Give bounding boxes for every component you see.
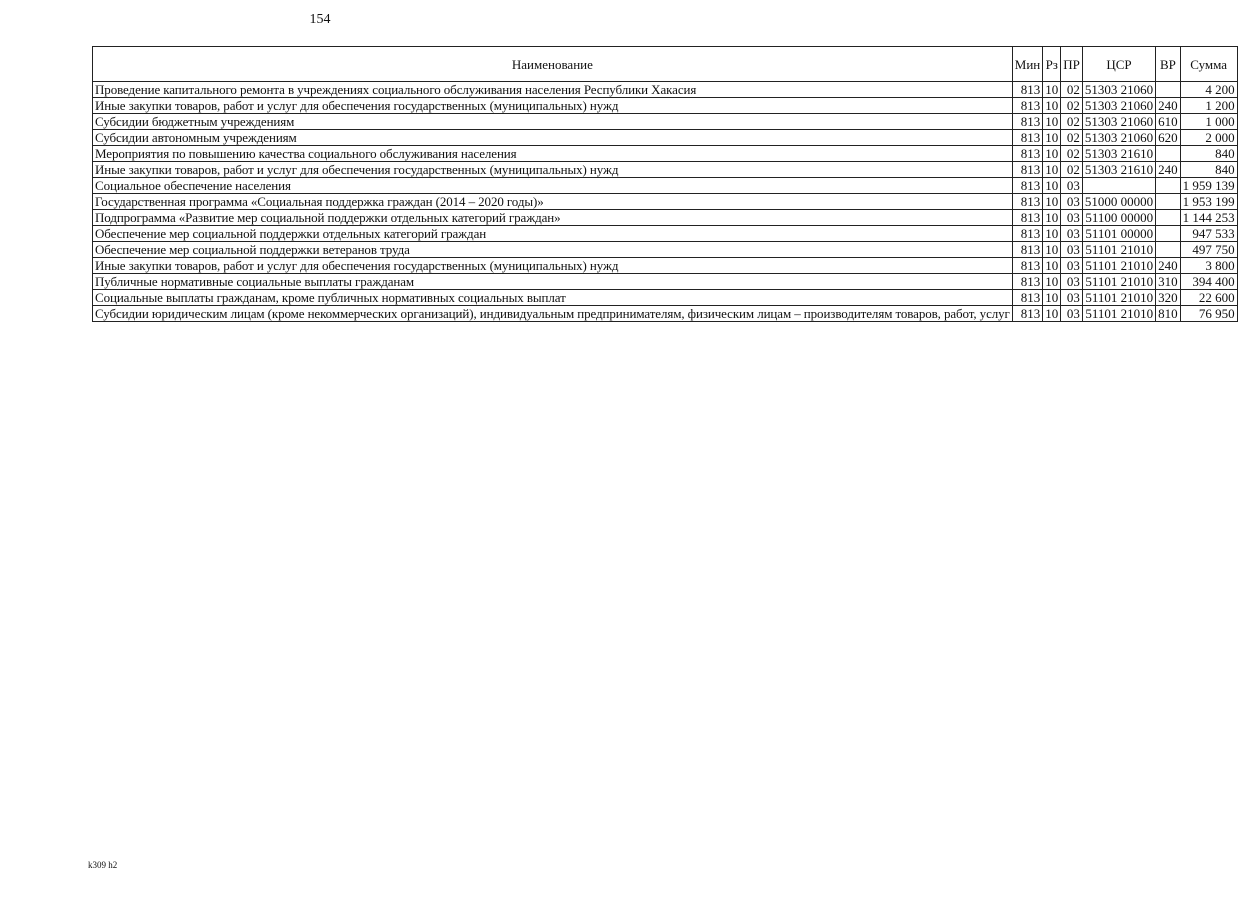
cell-vr xyxy=(1156,178,1181,194)
cell-min: 813 xyxy=(1012,194,1042,210)
cell-pr: 02 xyxy=(1061,162,1083,178)
cell-name: Государственная программа «Социальная поддержка граждан (2014 – 2020 годы)» xyxy=(93,194,1013,210)
cell-rz: 10 xyxy=(1043,146,1061,162)
cell-min: 813 xyxy=(1012,162,1042,178)
cell-name: Проведение капитального ремонта в учреждениях социального обслуживания населения Республики Хакасия xyxy=(93,82,1013,98)
cell-min: 813 xyxy=(1012,242,1042,258)
header-sum: Сумма xyxy=(1180,47,1237,82)
cell-name: Обеспечение мер социальной поддержки отдельных категорий граждан xyxy=(93,226,1013,242)
cell-min: 813 xyxy=(1012,114,1042,130)
table-row xyxy=(93,146,1238,162)
cell-name: Субсидии бюджетным учреждениям xyxy=(93,114,1013,130)
cell-name: Иные закупки товаров, работ и услуг для обеспечения государственных (муниципальных) нужд xyxy=(93,98,1013,114)
cell-name: Социальные выплаты гражданам, кроме публичных нормативных социальных выплат xyxy=(93,290,1013,306)
cell-rz: 10 xyxy=(1043,306,1061,322)
cell-pr: 03 xyxy=(1061,290,1083,306)
cell-csr: 51303 21610 xyxy=(1082,146,1155,162)
cell-pr: 02 xyxy=(1061,114,1083,130)
header-vr: ВР xyxy=(1156,47,1181,82)
cell-sum: 1 000 xyxy=(1180,114,1237,130)
cell-rz: 10 xyxy=(1043,178,1061,194)
cell-pr: 03 xyxy=(1061,226,1083,242)
cell-min: 813 xyxy=(1012,130,1042,146)
cell-rz: 10 xyxy=(1043,290,1061,306)
cell-sum: 1 953 199 xyxy=(1180,194,1237,210)
cell-vr xyxy=(1156,194,1181,210)
cell-sum: 840 xyxy=(1180,146,1237,162)
cell-min: 813 xyxy=(1012,178,1042,194)
table-row xyxy=(93,98,1238,114)
table-row xyxy=(93,210,1238,226)
cell-name: Иные закупки товаров, работ и услуг для обеспечения государственных (муниципальных) нужд xyxy=(93,258,1013,274)
cell-min: 813 xyxy=(1012,98,1042,114)
table-header-row xyxy=(93,47,1238,82)
cell-csr: 51101 21010 xyxy=(1082,290,1155,306)
cell-vr xyxy=(1156,146,1181,162)
cell-vr xyxy=(1156,82,1181,98)
cell-rz: 10 xyxy=(1043,210,1061,226)
cell-name: Подпрограмма «Развитие мер социальной поддержки отдельных категорий граждан» xyxy=(93,210,1013,226)
header-min: Мин xyxy=(1012,47,1042,82)
cell-vr: 240 xyxy=(1156,258,1181,274)
cell-csr: 51101 21010 xyxy=(1082,258,1155,274)
cell-pr: 03 xyxy=(1061,258,1083,274)
cell-name: Обеспечение мер социальной поддержки ветеранов труда xyxy=(93,242,1013,258)
cell-rz: 10 xyxy=(1043,114,1061,130)
cell-pr: 02 xyxy=(1061,82,1083,98)
cell-min: 813 xyxy=(1012,258,1042,274)
cell-sum: 1 200 xyxy=(1180,98,1237,114)
cell-vr: 610 xyxy=(1156,114,1181,130)
table-row xyxy=(93,226,1238,242)
cell-csr: 51303 21610 xyxy=(1082,162,1155,178)
header-pr: ПР xyxy=(1061,47,1083,82)
cell-name: Мероприятия по повышению качества социального обслуживания населения xyxy=(93,146,1013,162)
cell-name: Субсидии юридическим лицам (кроме некоммерческих организаций), индивидуальным предпринимателям, физическим лицам – производителям товаров, работ, услуг xyxy=(93,306,1013,322)
cell-name: Субсидии автономным учреждениям xyxy=(93,130,1013,146)
cell-pr: 03 xyxy=(1061,210,1083,226)
cell-sum: 3 800 xyxy=(1180,258,1237,274)
cell-name: Публичные нормативные социальные выплаты гражданам xyxy=(93,274,1013,290)
cell-vr: 240 xyxy=(1156,162,1181,178)
cell-sum: 1 959 139 xyxy=(1180,178,1237,194)
budget-table xyxy=(92,46,1238,322)
cell-min: 813 xyxy=(1012,146,1042,162)
cell-csr xyxy=(1082,178,1155,194)
table-row xyxy=(93,290,1238,306)
table-row xyxy=(93,178,1238,194)
cell-rz: 10 xyxy=(1043,130,1061,146)
page-number: 154 xyxy=(309,12,331,27)
table-body xyxy=(93,82,1238,322)
cell-min: 813 xyxy=(1012,274,1042,290)
table-row xyxy=(93,258,1238,274)
cell-csr: 51000 00000 xyxy=(1082,194,1155,210)
cell-min: 813 xyxy=(1012,290,1042,306)
table-row xyxy=(93,242,1238,258)
cell-rz: 10 xyxy=(1043,258,1061,274)
cell-csr: 51101 21010 xyxy=(1082,242,1155,258)
cell-csr: 51101 21010 xyxy=(1082,274,1155,290)
cell-name: Иные закупки товаров, работ и услуг для обеспечения государственных (муниципальных) нужд xyxy=(93,162,1013,178)
cell-vr: 810 xyxy=(1156,306,1181,322)
cell-sum: 22 600 xyxy=(1180,290,1237,306)
cell-pr: 03 xyxy=(1061,306,1083,322)
cell-csr: 51100 00000 xyxy=(1082,210,1155,226)
cell-csr: 51101 21010 xyxy=(1082,306,1155,322)
cell-min: 813 xyxy=(1012,226,1042,242)
cell-pr: 02 xyxy=(1061,130,1083,146)
cell-csr: 51303 21060 xyxy=(1082,98,1155,114)
header-name: Наименование xyxy=(93,47,1013,82)
cell-sum: 947 533 xyxy=(1180,226,1237,242)
cell-min: 813 xyxy=(1012,82,1042,98)
header-csr: ЦСР xyxy=(1082,47,1155,82)
cell-rz: 10 xyxy=(1043,242,1061,258)
cell-rz: 10 xyxy=(1043,82,1061,98)
cell-min: 813 xyxy=(1012,306,1042,322)
cell-sum: 840 xyxy=(1180,162,1237,178)
cell-sum: 4 200 xyxy=(1180,82,1237,98)
cell-pr: 03 xyxy=(1061,178,1083,194)
cell-vr: 620 xyxy=(1156,130,1181,146)
cell-vr xyxy=(1156,226,1181,242)
cell-sum: 2 000 xyxy=(1180,130,1237,146)
cell-rz: 10 xyxy=(1043,162,1061,178)
cell-pr: 03 xyxy=(1061,242,1083,258)
cell-rz: 10 xyxy=(1043,194,1061,210)
table-row xyxy=(93,306,1238,322)
cell-name: Социальное обеспечение населения xyxy=(93,178,1013,194)
cell-csr: 51101 00000 xyxy=(1082,226,1155,242)
table-row xyxy=(93,82,1238,98)
cell-sum: 497 750 xyxy=(1180,242,1237,258)
cell-csr: 51303 21060 xyxy=(1082,82,1155,98)
cell-csr: 51303 21060 xyxy=(1082,114,1155,130)
cell-pr: 02 xyxy=(1061,98,1083,114)
cell-pr: 02 xyxy=(1061,146,1083,162)
cell-sum: 76 950 xyxy=(1180,306,1237,322)
footer-code: k309 h2 xyxy=(88,860,118,870)
cell-vr: 310 xyxy=(1156,274,1181,290)
cell-pr: 03 xyxy=(1061,274,1083,290)
cell-rz: 10 xyxy=(1043,274,1061,290)
cell-csr: 51303 21060 xyxy=(1082,130,1155,146)
table-row xyxy=(93,114,1238,130)
cell-vr xyxy=(1156,210,1181,226)
table-row xyxy=(93,274,1238,290)
table-row xyxy=(93,130,1238,146)
cell-vr xyxy=(1156,242,1181,258)
cell-sum: 1 144 253 xyxy=(1180,210,1237,226)
cell-vr: 240 xyxy=(1156,98,1181,114)
cell-rz: 10 xyxy=(1043,98,1061,114)
table-row xyxy=(93,194,1238,210)
cell-min: 813 xyxy=(1012,210,1042,226)
cell-vr: 320 xyxy=(1156,290,1181,306)
cell-rz: 10 xyxy=(1043,226,1061,242)
header-rz: Рз xyxy=(1043,47,1061,82)
cell-pr: 03 xyxy=(1061,194,1083,210)
cell-sum: 394 400 xyxy=(1180,274,1237,290)
table-row xyxy=(93,162,1238,178)
